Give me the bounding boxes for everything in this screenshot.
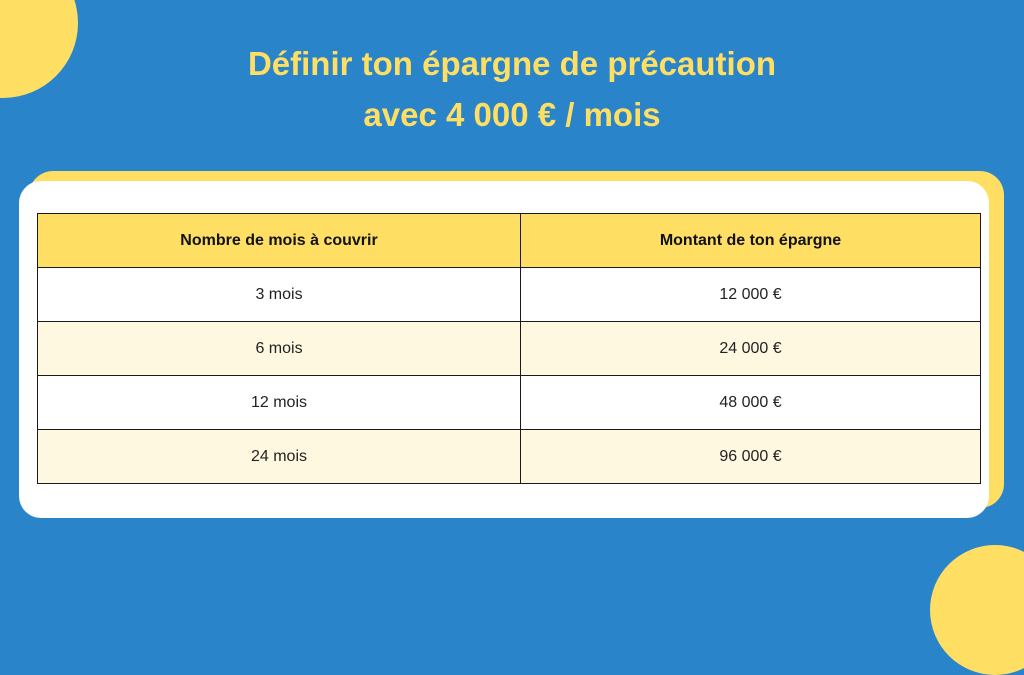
cell-months: 24 mois <box>38 430 521 484</box>
cell-amount: 24 000 € <box>521 322 981 376</box>
table-header-row <box>38 214 981 268</box>
cell-months: 6 mois <box>38 322 521 376</box>
page-title <box>0 38 1024 140</box>
cell-amount: 96 000 € <box>521 430 981 484</box>
table-row <box>38 376 981 430</box>
table-row <box>38 430 981 484</box>
decorative-circle-bottom-right <box>930 545 1024 675</box>
cell-amount: 12 000 € <box>521 268 981 322</box>
page-title-line-1: Définir ton épargne de précaution <box>247 45 777 82</box>
header-savings-amount: Montant de ton épargne <box>521 214 981 268</box>
cell-months: 3 mois <box>38 268 521 322</box>
header-months-to-cover: Nombre de mois à couvrir <box>38 214 521 268</box>
table-row <box>38 268 981 322</box>
table-row <box>38 322 981 376</box>
cell-amount: 48 000 € <box>521 376 981 430</box>
savings-table <box>37 213 981 484</box>
cell-months: 12 mois <box>38 376 521 430</box>
page-title-line-2: avec 4 000 € / mois <box>363 96 661 133</box>
